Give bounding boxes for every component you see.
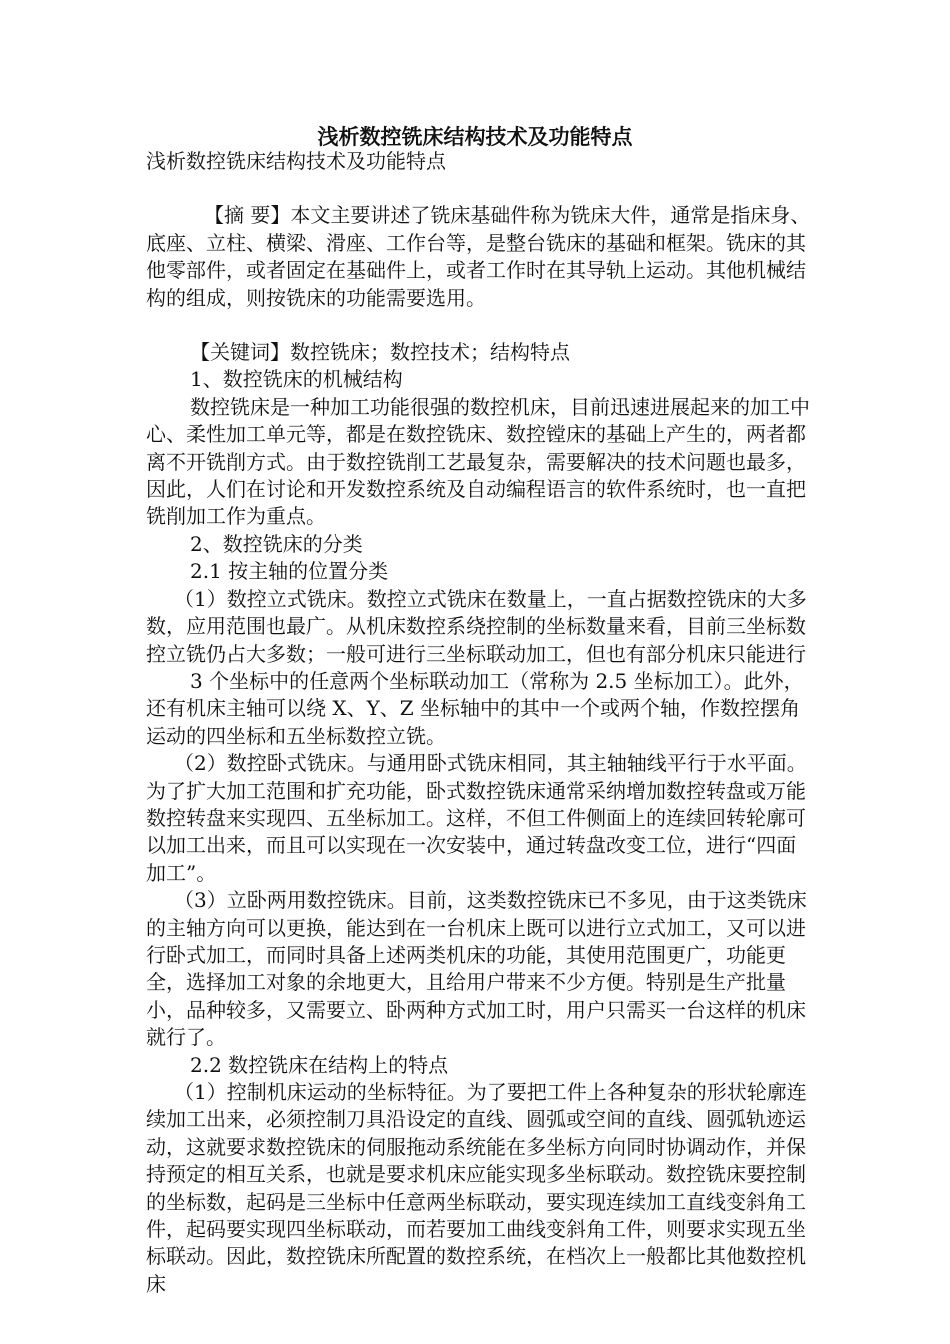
section-heading-1: 1、数控铣床的机械结构 <box>190 367 403 392</box>
document-body <box>146 148 812 1298</box>
abstract-paragraph: 【摘 要】本文主要讲述了铣床基础件称为铣床大件，通常是指床身、底座、立柱、横梁、滑座、工作台等，是整台铣床的基础和框架。铣床的其他零部件，或者固定在基础件上，或者工作时在其导轨上运动。其他机械结构的组成，则按铣床的功能需要选用。 <box>146 203 811 310</box>
document-title: 浅析数控铣床结构技术及功能特点 <box>317 124 633 149</box>
keywords-line: 【关键词】数控铣床；数控技术；结构特点 <box>190 340 570 365</box>
body-paragraph: （1）控制机床运动的坐标特征。为了要把工件上各种复杂的形状轮廓连续加工出来，必须控制刀具沿设定的直线、圆弧或空间的直线、圆弧轨迹运动，这就要求数控铣床的伺服拖动系统能在多坐标方向同时协调动作，并保持预定的相互关系，也就是要求机床应能实现多坐标联动。数控铣床要控制的坐标数，起码是三坐标中任意两坐标联动，要实现连续加工直线变斜角工件，起码要实现四坐标联动，而若要加工曲线变斜角工件，则要求实现五坐标联动。因此，数控铣床所配置的数控系统，在档次上一般都比其他数控机床 <box>146 1080 807 1296</box>
document-subtitle: 浅析数控铣床结构技术及功能特点 <box>146 149 446 173</box>
section-heading-2: 2、数控铣床的分类 <box>190 531 363 556</box>
subsection-heading-2-2: 2.2 数控铣床在结构上的特点 <box>190 1052 449 1077</box>
body-paragraph: （1）数控立式铣床。数控立式铣床在数量上，一直占据数控铣床的大多数，应用范围也最广。从机床数控系绕控制的坐标数量来看，目前三坐标数控立铣仍占大多数；一般可进行三坐标联动加工，但也有部分机床只能进行 <box>146 586 807 666</box>
body-paragraph: 数控铣床是一种加工功能很强的数控机床，目前迅速进展起来的加工中心、柔性加工单元等，都是在数控铣床、数控镗床的基础上产生的，两者都离不开铣削方式。由于数控铣削工艺最复杂，需要解决的技术问题也最多，因此，人们在讨论和开发数控系统及自动编程语言的软件系统时，也一直把铣削加工作为重点。 <box>146 394 810 529</box>
body-paragraph: （2）数控卧式铣床。与通用卧式铣床相同，其主轴轴线平行于水平面。为了扩大加工范围和扩充功能，卧式数控铣床通常采纳增加数控转盘或万能数控转盘来实现四、五坐标加工。这样，不但工件侧面上的连续回转轮廓可以加工出来，而且可以实现在一次安装中，通过转盘改变工位，进行“四面加工”。 <box>146 751 807 885</box>
body-paragraph: 3 个坐标中的任意两个坐标联动加工（常称为 2.5 坐标加工）。此外，还有机床主轴可以绕 X、Y、Z 坐标轴中的其中一个或两个轴，作数控摆角运动的四坐标和五坐标数控立铣。 <box>146 668 804 748</box>
body-paragraph: （3）立卧两用数控铣床。目前，这类数控铣床已不多见，由于这类铣床的主轴方向可以更换，能达到在一台机床上既可以进行立式加工，又可以进行卧式加工，而同时具备上述两类机床的功能，其使用范围更广，功能更全，选择加工对象的余地更大，且给用户带来不少方便。特别是生产批量小，品种较多，又需要立、卧两种方式加工时，用户只需买一台这样的机床就行了。 <box>146 888 807 1050</box>
subsection-heading-2-1: 2.1 按主轴的位置分类 <box>190 559 389 584</box>
